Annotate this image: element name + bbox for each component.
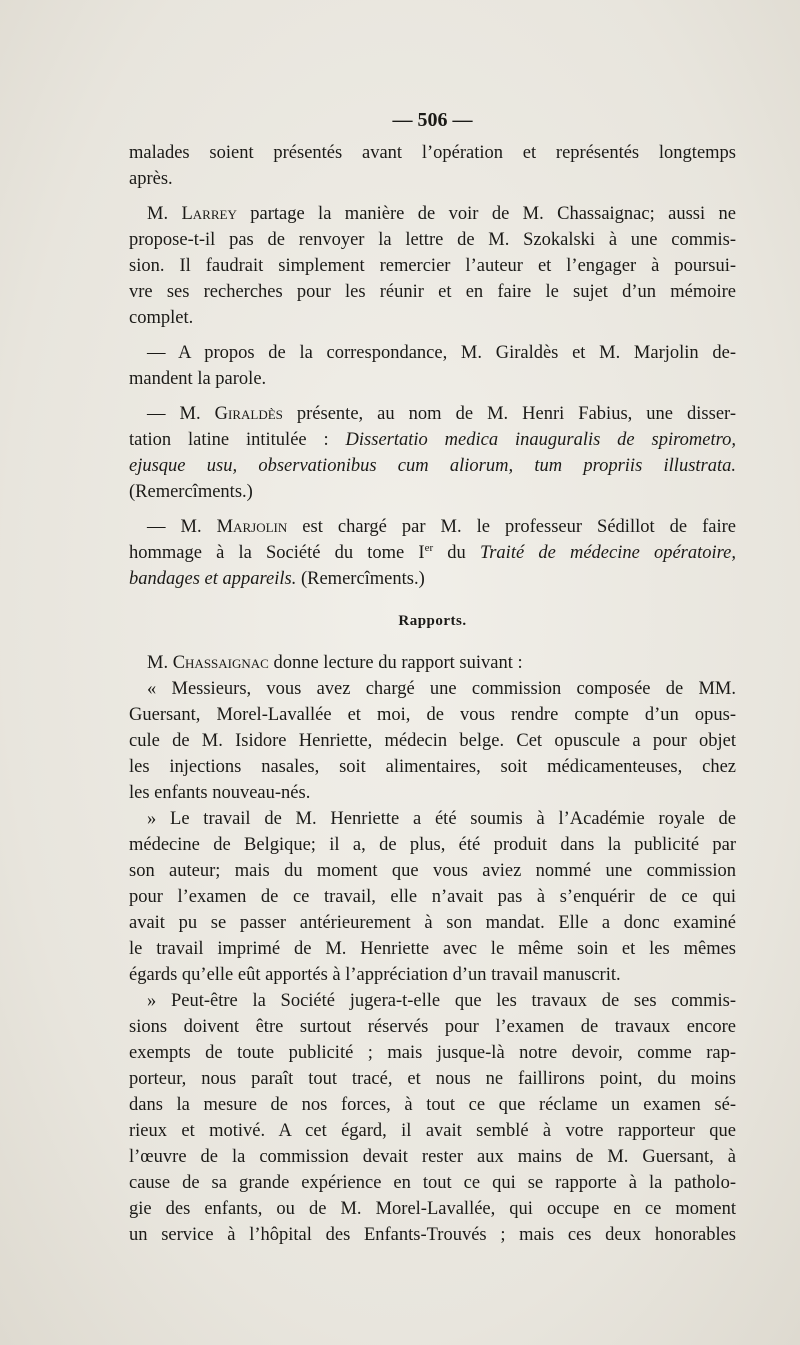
text-line: cause de sa grande expérience en tout ce qui se rapporte à la patholo-: [129, 1173, 736, 1193]
paragraph-7: [129, 676, 736, 806]
paragraph-1: [129, 140, 736, 192]
text-line: dans la mesure de nos forces, à tout ce que réclame un examen sé-: [129, 1095, 736, 1115]
text-line: (Remercîments.): [129, 482, 253, 502]
section-title: Rapports.: [398, 613, 467, 629]
text-line: » Peut-être la Société jugera-t-elle que les travaux de ses commis-: [147, 991, 736, 1011]
latin-title: ejusque usu, observationibus cum aliorum, tum propriis illustrata.: [129, 456, 736, 476]
text-line: — M. Marjolin est chargé par M. le professeur Sédillot de faire: [147, 517, 737, 537]
text-line: hommage à la Société du tome Ier du Traité de médecine opératoire,: [129, 541, 737, 563]
text-line: porteur, nous paraît tout tracé, et nous ne faillirons point, du moins: [129, 1069, 736, 1089]
text-line: avait pu se passer antérieurement à son mandat. Elle a donc examiné: [129, 913, 736, 933]
text-line: rieux et motivé. A cet égard, il avait semblé à votre rapporteur que: [129, 1121, 736, 1141]
paragraph-9: [129, 988, 736, 1248]
text-line: M. Chassaignac donne lecture du rapport suivant :: [147, 653, 523, 673]
text-line: sion. Il faudrait simplement remercier l’auteur et l’engager à poursui-: [129, 256, 736, 276]
text-line: pour l’examen de ce travail, elle n’avait pas à s’enquérir de ce qui: [129, 887, 736, 907]
paragraph-8: [129, 806, 736, 988]
text-line: — A propos de la correspondance, M. Giraldès et M. Marjolin de-: [147, 343, 736, 363]
text-line: les injections nasales, soit alimentaires, soit médicamenteuses, chez: [129, 757, 736, 777]
text-line: complet.: [129, 308, 194, 328]
text-line: l’œuvre de la commission devait rester aux mains de M. Guersant, à: [129, 1147, 736, 1167]
text-line: un service à l’hôpital des Enfants-Trouvés ; mais ces deux honorables: [129, 1225, 736, 1245]
text-block: [129, 100, 736, 1248]
text-line: Guersant, Morel-Lavallée et moi, de vous rendre compte d’un opus-: [129, 705, 736, 725]
text-line: vre ses recherches pour les réunir et en faire le sujet d’un mémoire: [129, 282, 736, 302]
text-line: » Le travail de M. Henriette a été soumis à l’Académie royale de: [147, 809, 736, 829]
text-line: « Messieurs, vous avez chargé une commission composée de MM.: [147, 679, 736, 699]
paragraph-5: [129, 514, 736, 592]
latin-title: Dissertatio medica inauguralis de spirometro,: [345, 430, 736, 450]
paragraph-6: [129, 650, 736, 676]
text-line: après.: [129, 169, 173, 189]
paragraph-3: [129, 340, 736, 392]
text-line: — M. Giraldès présente, au nom de M. Henri Fabius, une disser-: [147, 404, 736, 424]
book-title: Traité de médecine opératoire,: [479, 543, 737, 563]
book-title: bandages et appareils.: [129, 569, 297, 589]
text-line: médecine de Belgique; il a, de plus, été produit dans la publicité par: [129, 835, 736, 855]
text-line: le travail imprimé de M. Henriette avec le même soin et les mêmes: [129, 939, 736, 959]
text-line: son auteur; mais du moment que vous aviez nommé une commission: [129, 861, 736, 881]
text-line: tation latine intitulée : Dissertatio medica inauguralis de spirometro,: [129, 430, 736, 450]
text-line: égards qu’elle eût apportés à l’appréciation d’un travail manuscrit.: [129, 965, 621, 985]
text-line: sions doivent être surtout réservés pour l’examen de travaux encore: [129, 1017, 736, 1037]
speaker-name: Giraldès: [214, 404, 283, 424]
text-line: [129, 453, 736, 479]
speaker-name: Marjolin: [216, 517, 288, 537]
text-line: bandages et appareils. (Remercîments.): [129, 569, 425, 589]
text-line: mandent la parole.: [129, 369, 267, 389]
text-line: malades soient présentés avant l’opération et représentés longtemps: [129, 143, 736, 163]
text-line: cule de M. Isidore Henriette, médecin belge. Cet opuscule a pour objet: [129, 731, 736, 751]
text-line: M. Larrey partage la manière de voir de M. Chassaignac; aussi ne: [147, 204, 736, 224]
text-line: propose-t-il pas de renvoyer la lettre de M. Szokalski à une commis-: [129, 230, 736, 250]
paragraph-2: [129, 201, 736, 331]
text-line: exempts de toute publicité ; mais jusque-là notre devoir, comme rap-: [129, 1043, 736, 1063]
page-number: — 506 —: [392, 109, 473, 131]
text-line: les enfants nouveau-nés.: [129, 783, 311, 803]
paragraph-4: [129, 401, 736, 505]
text-line: gie des enfants, ou de M. Morel-Lavallée, qui occupe en ce moment: [129, 1199, 736, 1219]
speaker-name: Chassaignac: [172, 653, 269, 673]
speaker-name: Larrey: [181, 204, 237, 224]
